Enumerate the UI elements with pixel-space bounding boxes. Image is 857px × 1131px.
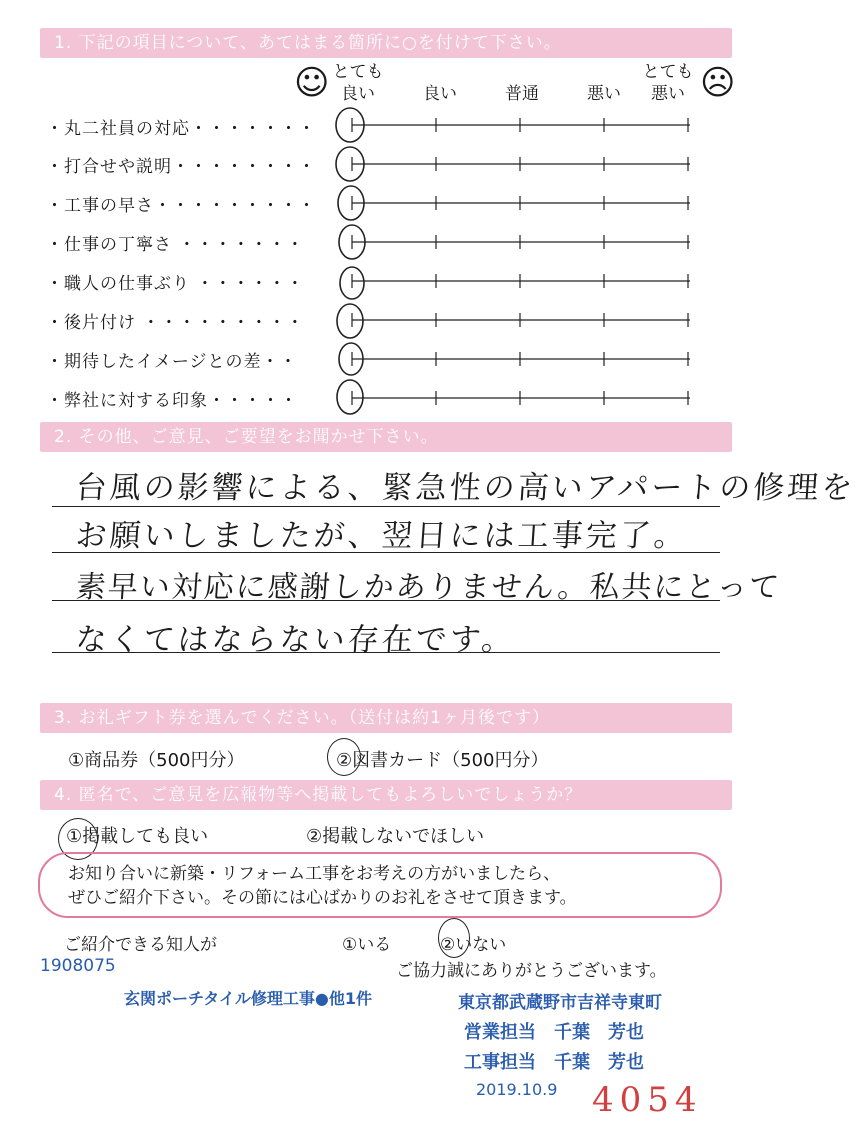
stamp-address: 東京都武蔵野市吉祥寺東町 — [458, 993, 662, 1013]
rating-row-scale — [339, 225, 690, 259]
smiley-face-icon: ☺ — [294, 63, 330, 103]
sales-representative: 営業担当 千葉 芳也 — [464, 1022, 644, 1043]
rating-row-scale — [337, 304, 690, 338]
consent-option-publish: ①掲載しても良い — [66, 826, 209, 847]
customer-id: 1908075 — [40, 956, 116, 976]
scale-very-bad-top: とても — [642, 62, 694, 82]
rating-row-scale — [337, 380, 690, 414]
scale-very-good: 良い — [341, 84, 375, 104]
scale-very-bad: 悪い — [651, 84, 685, 104]
rating-item-label: ・打合せや説明・・・・・・・・ — [46, 157, 316, 177]
rating-row-scale — [339, 343, 690, 375]
referral-option-no: ②いない — [440, 935, 507, 955]
rating-item-label: ・期待したイメージとの差・・ — [46, 352, 298, 372]
section-4-header: 4. 匿名で、ご意見を広報物等へ掲載してもよろしいでしょうか？ — [40, 780, 732, 810]
rating-row-scale — [338, 186, 690, 220]
rating-row-scale — [336, 108, 690, 142]
stamp-date: 2019.10.9 — [476, 1080, 558, 1099]
handwritten-comment-line: お願いしましたが、翌日には工事完了。 — [74, 518, 690, 554]
rating-item-label: ・仕事の丁寧さ ・・・・・・・ — [46, 235, 305, 255]
notice-line: お知り合いに新築・リフォーム工事をお考えの方がいましたら、 — [68, 864, 561, 884]
handwritten-number: 4054 — [592, 1080, 703, 1120]
rating-scale-lines — [0, 0, 768, 420]
rating-item-label: ・弊社に対する印象・・・・・ — [46, 391, 298, 411]
section-2-header: 2. その他、ご意見、ご要望をお聞かせ下さい。 — [40, 422, 732, 452]
gift-option-book-card: ②図書カード（500円分） — [336, 750, 549, 771]
rating-row-scale — [336, 147, 690, 181]
handwritten-comment-line: なくてはならない存在です。 — [74, 622, 517, 658]
rating-item-label: ・工事の早さ・・・・・・・・・ — [46, 196, 316, 216]
scale-bad: 悪い — [587, 84, 621, 104]
construction-representative: 工事担当 千葉 芳也 — [464, 1052, 644, 1073]
referral-question: ご紹介できる知人が — [64, 935, 217, 955]
section-1-header: 1. 下記の項目について、あてはまる箇所に○を付けて下さい。 — [40, 28, 732, 58]
rating-item-label: ・後片付け ・・・・・・・・・ — [46, 313, 305, 333]
frowning-face-icon: ☹ — [700, 63, 736, 103]
handwritten-comment-line: 台風の影響による、緊急性の高いアパートの修理を — [74, 470, 857, 506]
scale-very-good-top: とても — [332, 62, 384, 82]
rating-row-scale — [340, 267, 690, 299]
scale-average: 普通 — [505, 84, 539, 104]
section-3-header: 3. お礼ギフト券を選んでください。（送付は約1ヶ月後です） — [40, 703, 732, 733]
scale-good: 良い — [423, 84, 457, 104]
selection-circle — [438, 918, 470, 958]
referral-option-yes: ①いる — [342, 935, 392, 955]
rating-item-label: ・職人の仕事ぶり ・・・・・・ — [46, 274, 305, 294]
consent-option-no-publish: ②掲載しないでほしい — [306, 826, 485, 847]
gift-option-product-voucher: ①商品券（500円分） — [68, 750, 245, 771]
project-name: 玄関ポーチタイル修理工事●他1件 — [124, 989, 372, 1008]
referral-notice-box — [38, 852, 722, 918]
thanks-message: ご協力誠にありがとうございます。 — [396, 961, 667, 981]
selection-circle — [327, 738, 361, 776]
notice-line: ぜひご紹介下さい。その節には心ばかりのお礼をさせて頂きます。 — [68, 888, 577, 908]
handwritten-comment-line: 素早い対応に感謝しかありません。私共にとって — [74, 570, 783, 605]
rating-item-label: ・丸二社員の対応・・・・・・・ — [46, 119, 316, 139]
